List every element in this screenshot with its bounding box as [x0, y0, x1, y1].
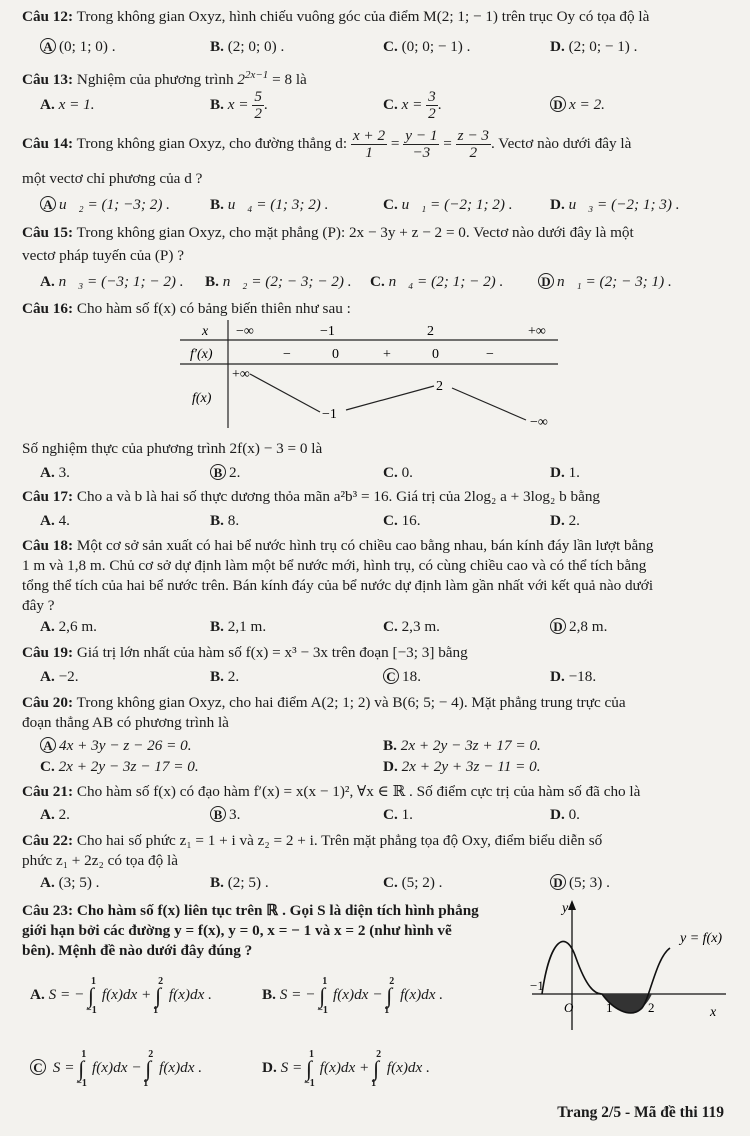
- q16-option-c[interactable]: [383, 464, 413, 482]
- q22-option-d-text: (5; 3) .: [569, 874, 610, 891]
- q12-label: Câu 12:: [22, 8, 74, 25]
- q23-option-a[interactable]: [30, 975, 212, 1016]
- q22-letter-c: C.: [383, 874, 398, 891]
- q21-option-d-text: 0.: [568, 806, 580, 823]
- q23-a-int1-sign: ∫: [88, 982, 95, 1008]
- q15-option-a-text: n⃗₃ = (−3; 1; − 2) .: [58, 273, 184, 290]
- q20-option-a[interactable]: [40, 737, 192, 755]
- q13-b-post: .: [263, 96, 268, 113]
- q21-option-b[interactable]: [210, 806, 240, 824]
- q17-option-a[interactable]: [40, 512, 70, 530]
- q17-option-a-text: 4.: [58, 512, 70, 529]
- q22-letter-a: A.: [40, 874, 55, 891]
- q23-letter-d: D.: [262, 1059, 277, 1076]
- graph-x-label: x: [710, 1005, 717, 1020]
- q16-letter-b: B: [210, 464, 226, 480]
- q14-label: Câu 14:: [22, 135, 74, 152]
- q14-option-d-text: u⃗₃ = (−2; 1; 3) .: [568, 196, 680, 213]
- q13-option-b[interactable]: [210, 86, 268, 124]
- q18-letter-b: B.: [210, 618, 224, 635]
- q23-b-int2-upper: 2: [389, 975, 395, 987]
- q20-option-c[interactable]: [40, 758, 199, 776]
- q23-d-int2-upper: 2: [376, 1048, 382, 1060]
- q13-c-den: 2: [428, 105, 436, 123]
- graph-curve-label: y = f(x): [680, 931, 723, 946]
- q23-c-part-2: f(x)dx −: [92, 1059, 142, 1076]
- q20-stem-a: Trong không gian Oxyz, cho hai điểm A(2; 1; 2) và B(6; 5; − 4). Mặt phẳng trung trực của: [76, 694, 626, 711]
- q18-text-1: Một cơ sở sản xuất có hai bể nước hình trụ có chiều cao bằng nhau, bán kính đáy lần lượt bằng: [76, 537, 654, 554]
- q22-letter-d: D: [550, 874, 566, 890]
- q23-a-part-2: f(x)dx +: [101, 986, 152, 1003]
- q17-letter-a: A.: [40, 512, 55, 529]
- table-sign-zero-2: 0: [432, 347, 439, 362]
- q16-option-d[interactable]: [550, 464, 580, 482]
- table-f-label: f(x): [192, 391, 212, 406]
- q19-option-d-text: −18.: [568, 668, 597, 685]
- q21-letter-d: D.: [550, 806, 565, 823]
- q19-letter-c: C: [383, 668, 399, 684]
- q12-option-d[interactable]: [550, 38, 637, 56]
- q14-letter-d: D.: [550, 196, 565, 213]
- q13-b-den: 2: [254, 105, 262, 123]
- q23-line-2: giới hạn bởi các đường y = f(x), y = 0, x = − 1 và x = 2 (như hình vẽ: [22, 922, 452, 939]
- q19-option-a-text: −2.: [58, 668, 79, 685]
- q23-c-int1-sign: ∫: [78, 1055, 85, 1081]
- q23-b-int2-lower: 1: [384, 1004, 390, 1016]
- q13-option-c-pre: x =: [401, 96, 423, 113]
- q13-stem-a: Nghiệm của phương trình: [76, 71, 234, 89]
- q14-option-b-text: u⃗₄ = (1; 3; 2) .: [227, 196, 329, 213]
- q12-option-b-text: (2; 0; 0) .: [227, 38, 285, 55]
- table-f-end: −∞: [530, 415, 548, 430]
- q15-option-c-text: n⃗₄ = (2; 1; − 2) .: [388, 273, 504, 290]
- table-fp-label: f′(x): [190, 347, 213, 362]
- q16-letter-d: D.: [550, 464, 565, 481]
- q23-b-int1-lower: −1: [317, 1004, 328, 1016]
- q14-stem-c: một vectơ chỉ phương của d ?: [22, 170, 203, 187]
- q19-option-b-text: 2.: [227, 668, 240, 685]
- q15-letter-c: C.: [370, 273, 385, 290]
- q17-letter-b: B.: [210, 512, 224, 529]
- q19-option-c-text: 18.: [402, 668, 421, 685]
- q20-option-c-text: 2x + 2y − 3z − 17 = 0.: [58, 758, 199, 775]
- q23-letter-a: A.: [30, 986, 45, 1003]
- q12-option-a-text: (0; 1; 0) .: [59, 38, 116, 55]
- q23-d-int2-sign: ∫: [373, 1055, 380, 1081]
- q16-letter-c: C.: [383, 464, 398, 481]
- q19-option-c[interactable]: [383, 668, 421, 686]
- q23-option-b[interactable]: [262, 975, 443, 1016]
- table-sign-zero-1: 0: [332, 347, 339, 362]
- q18-letter-a: A.: [40, 618, 55, 635]
- q17-label: Câu 17:: [22, 488, 74, 505]
- q16-stem: Cho hàm số f(x) có bảng biến thiên như sau :: [76, 300, 351, 317]
- q14-option-d[interactable]: [550, 196, 680, 214]
- q17-option-c-text: 16.: [401, 512, 421, 529]
- q20-option-d[interactable]: [383, 758, 541, 776]
- q23-a-part-4: f(x)dx .: [168, 986, 212, 1003]
- q22-option-c[interactable]: [383, 874, 442, 892]
- q18-option-b-text: 2,1 m.: [227, 618, 267, 635]
- q12-option-a[interactable]: [40, 38, 116, 56]
- q23-c-int1-lower: −1: [76, 1077, 87, 1089]
- table-arrow-down-2: [452, 388, 526, 420]
- q23-a-int2-sign: ∫: [155, 982, 162, 1008]
- q12-option-b[interactable]: [210, 38, 284, 56]
- q15-option-d[interactable]: [538, 273, 672, 291]
- q23-d-int2-lower: 1: [371, 1077, 377, 1089]
- q13-b-num: 5: [254, 88, 262, 106]
- q23-line-1: [22, 902, 479, 920]
- q18-label: Câu 18:: [22, 537, 74, 554]
- q23-d-int1-lower: −1: [304, 1077, 315, 1089]
- q13-c-num: 3: [428, 88, 436, 106]
- q23-d-int1-upper: 1: [309, 1048, 314, 1060]
- q22-letter-b: B.: [210, 874, 224, 891]
- q12-letter-c: C.: [383, 38, 398, 55]
- q21-option-c[interactable]: [383, 806, 413, 824]
- table-f-max: 2: [436, 379, 443, 394]
- q22-label: Câu 22:: [22, 832, 74, 849]
- q23-letter-c: C: [30, 1059, 46, 1075]
- q18-option-c[interactable]: [383, 618, 440, 636]
- q13-exponent: 2x−1: [244, 69, 269, 81]
- q13-option-a[interactable]: [40, 96, 95, 114]
- q23-c-int2-upper: 2: [148, 1048, 154, 1060]
- q14-letter-b: B.: [210, 196, 224, 213]
- graph-tick-2: 2: [648, 1000, 655, 1015]
- q19-stem: Giá trị lớn nhất của hàm số f(x) = x³ − 3x trên đoạn [−3; 3] bằng: [76, 644, 468, 661]
- q23-c-part-0: S =: [52, 1059, 75, 1076]
- q12-letter-a: A: [40, 38, 56, 54]
- q16-option-a[interactable]: [40, 464, 70, 482]
- q14-stem-a: Trong không gian Oxyz, cho đường thẳng d:: [76, 135, 348, 152]
- q18-line-3: tổng thể tích của hai bể nước trên. Bán kính đáy của bể nước dự định làm gần nhất với kết quả nào dưới: [22, 577, 654, 594]
- q23-option-d[interactable]: [262, 1048, 430, 1089]
- q15-option-b[interactable]: [205, 273, 352, 291]
- table-x-neginf: −∞: [236, 324, 254, 339]
- q23-b-int1-upper: 1: [322, 975, 328, 987]
- q15-option-b-text: n⃗₂ = (2; − 3; − 2) .: [222, 273, 352, 290]
- q12-stem-line: [22, 8, 649, 26]
- q21-letter-c: C.: [383, 806, 398, 823]
- q21-label: Câu 21:: [22, 783, 74, 800]
- graph-y-label: y: [562, 901, 569, 916]
- q17-option-b-text: 8.: [227, 512, 240, 529]
- q23-b-int2-sign: ∫: [386, 982, 393, 1008]
- q15-option-a[interactable]: [40, 273, 184, 291]
- q19-option-d[interactable]: [550, 668, 596, 686]
- q20-label: Câu 20:: [22, 694, 74, 711]
- q23-c-int1-upper: 1: [81, 1048, 87, 1060]
- q23-a-int2-lower: 1: [153, 1004, 159, 1016]
- q23-b-int1-sign: ∫: [319, 982, 326, 1008]
- q13-option-d[interactable]: [550, 96, 605, 114]
- table-f-min: −1: [322, 407, 337, 422]
- q13-stem-b: = 8 là: [272, 71, 307, 89]
- q15-stem-a: Trong không gian Oxyz, cho mặt phẳng (P): 2x − 3y + z − 2 = 0. Vectơ nào dưới đây là một: [76, 224, 634, 241]
- table-x-posinf: +∞: [528, 324, 546, 339]
- q17-option-b[interactable]: [210, 512, 239, 530]
- q23-a-int1-upper: 1: [91, 975, 97, 987]
- q21-option-a-text: 2.: [58, 806, 70, 823]
- q23-a-int2-upper: 2: [158, 975, 164, 987]
- q16-letter-a: A.: [40, 464, 55, 481]
- q20-letter-b: B.: [383, 737, 397, 754]
- q17-letter-c: C.: [383, 512, 398, 529]
- q12-stem: Trong không gian Oxyz, hình chiếu vuông góc của điểm M(2; 1; − 1) trên trục Oy có tọa độ là: [76, 8, 650, 25]
- q13-letter-a: A.: [40, 96, 55, 113]
- q17-option-c[interactable]: [383, 512, 421, 530]
- q18-option-a[interactable]: [40, 618, 97, 636]
- q18-option-d[interactable]: [550, 618, 607, 636]
- q18-line-2: 1 m và 1,8 m. Chủ cơ sở dự định làm một bể nước mới, hình trụ, có cùng chiều cao và có thể tích bằng: [22, 557, 647, 574]
- table-x-2: 2: [427, 324, 434, 339]
- q23-text-1: Cho hàm số f(x) liên tục trên ℝ . Gọi S là diện tích hình phẳng: [76, 902, 479, 919]
- page-footer: Trang 2/5 - Mã đề thi 119: [557, 1104, 724, 1121]
- q15-stem-b: vectơ pháp tuyến của (P) ?: [22, 247, 184, 264]
- q19-letter-d: D.: [550, 668, 565, 685]
- q23-b-part-2: f(x)dx −: [333, 986, 383, 1003]
- q14-option-c[interactable]: [383, 196, 513, 214]
- q19-stem-line: [22, 644, 468, 662]
- q23-c-int2-sign: ∫: [145, 1055, 152, 1081]
- q14-option-c-text: u⃗₁ = (−2; 1; 2) .: [401, 196, 513, 213]
- table-sign-1: −: [283, 347, 291, 362]
- q15-letter-b: B.: [205, 273, 219, 290]
- q14-letter-a: A: [40, 196, 56, 212]
- q19-label: Câu 19:: [22, 644, 74, 661]
- q21-stem-line: [22, 783, 640, 801]
- q17-letter-d: D.: [550, 512, 565, 529]
- q16-stem-line: [22, 300, 351, 318]
- q21-option-b-text: 3.: [229, 806, 241, 823]
- q14-option-a-text: u⃗₂ = (1; −3; 2) .: [59, 196, 170, 213]
- q20-option-b[interactable]: [383, 737, 541, 755]
- q17-option-d[interactable]: [550, 512, 580, 530]
- q14-option-a[interactable]: [40, 196, 170, 214]
- q12-option-d-text: (2; 0; − 1) .: [568, 38, 638, 55]
- q18-letter-d: D: [550, 618, 566, 634]
- q14-stem-b: . Vectơ nào dưới đây là: [490, 135, 632, 152]
- q23-d-part-4: f(x)dx .: [386, 1059, 430, 1076]
- q17-stem-line: [22, 488, 600, 506]
- graph-tick-1: 1: [606, 1000, 613, 1015]
- q16-question: Số nghiệm thực của phương trình 2f(x) − 3 = 0 là: [22, 440, 323, 457]
- q12-letter-d: D.: [550, 38, 565, 55]
- q20-option-b-text: 2x + 2y − 3z + 17 = 0.: [400, 737, 541, 754]
- table-sign-2: +: [383, 347, 391, 362]
- q15-option-c[interactable]: [370, 273, 503, 291]
- q22-option-b[interactable]: [210, 874, 269, 892]
- q13-option-b-pre: x =: [227, 96, 249, 113]
- q17-option-d-text: 2.: [568, 512, 580, 529]
- q15-label: Câu 15:: [22, 224, 74, 241]
- q23-d-part-2: f(x)dx +: [319, 1059, 370, 1076]
- q12-letter-b: B.: [210, 38, 224, 55]
- q12-option-c-text: (0; 0; − 1) .: [401, 38, 471, 55]
- q21-option-d[interactable]: [550, 806, 580, 824]
- q22-option-b-text: (2; 5) .: [227, 874, 269, 891]
- variation-table: [180, 318, 560, 430]
- q18-letter-c: C.: [383, 618, 398, 635]
- q16-option-b-text: 2.: [229, 464, 241, 481]
- q21-option-c-text: 1.: [401, 806, 413, 823]
- q14-f1-den: 1: [365, 144, 373, 162]
- table-x-neg1: −1: [320, 324, 335, 339]
- q19-option-a[interactable]: [40, 668, 79, 686]
- q19-option-b[interactable]: [210, 668, 239, 686]
- q20-stem-b: đoạn thẳng AB có phương trình là: [22, 714, 229, 731]
- table-arrow-up: [346, 386, 434, 410]
- q17-stem: Cho a và b là hai số thực dương thỏa mãn a²b³ = 16. Giá trị của 2log₂ a + 3log₂ b bằng: [76, 488, 601, 505]
- q14-f1-num: x + 2: [352, 127, 386, 145]
- q18-option-a-text: 2,6 m.: [58, 618, 97, 635]
- q22-option-c-text: (5; 2) .: [401, 874, 443, 891]
- q16-option-c-text: 0.: [401, 464, 413, 481]
- q14-option-b[interactable]: [210, 196, 328, 214]
- table-arrow-down-1: [250, 374, 320, 412]
- q23-c-part-4: f(x)dx .: [159, 1059, 203, 1076]
- q22-stem-b: phức z₁ + 2z₂ có tọa độ là: [22, 852, 179, 869]
- q12-option-c[interactable]: [383, 38, 470, 56]
- graph-origin: O: [564, 1000, 574, 1015]
- q13-option-c[interactable]: [383, 86, 442, 124]
- q22-option-a[interactable]: [40, 874, 99, 892]
- q16-option-b[interactable]: [210, 464, 240, 482]
- q23-b-part-4: f(x)dx .: [400, 986, 444, 1003]
- graph-tick-neg1: −1: [530, 978, 544, 993]
- q23-d-part-0: S =: [280, 1059, 303, 1076]
- q18-line-4: đây ?: [22, 597, 55, 614]
- q13-option-a-text: x = 1.: [58, 96, 95, 113]
- q13-c-post: .: [437, 96, 442, 113]
- table-x-label: x: [202, 324, 209, 339]
- q13-letter-d: D: [550, 96, 566, 112]
- q16-label: Câu 16:: [22, 300, 74, 317]
- q19-letter-a: A.: [40, 668, 55, 685]
- q23-label: Câu 23:: [22, 902, 74, 919]
- q16-option-d-text: 1.: [568, 464, 580, 481]
- q22-stem-line: [22, 832, 602, 850]
- q14-f3-num: z − 3: [457, 127, 489, 145]
- q21-stem: Cho hàm số f(x) có đạo hàm f′(x) = x(x − 1)², ∀x ∈ ℝ . Số điểm cực trị của hàm số đã cho là: [76, 783, 641, 800]
- q18-option-c-text: 2,3 m.: [401, 618, 440, 635]
- q15-option-d-text: n⃗₁ = (2; − 3; 1) .: [557, 273, 672, 290]
- q22-stem-a: Cho hai số phức z₁ = 1 + i và z₂ = 2 + i. Trên mặt phẳng tọa độ Oxy, điểm biểu diễn số: [76, 832, 603, 849]
- q20-option-a-text: 4x + 3y − z − 26 = 0.: [59, 737, 192, 754]
- q13-option-d-text: x = 2.: [569, 96, 605, 113]
- q18-option-b[interactable]: [210, 618, 266, 636]
- q23-graph: [530, 898, 730, 1038]
- q20-letter-c: C.: [40, 758, 55, 775]
- q14-f2-num: y − 1: [405, 127, 438, 145]
- q21-option-a[interactable]: [40, 806, 70, 824]
- q14-stem-line: Câu 14: Trong không gian Oxyz, cho đường thẳng d: $\frac{x + 2}{1}$ = $\frac{y - 1}{-3}$ = $\frac{z - 3}{2}$ . Vectơ nào dưới đây là: [22, 127, 632, 162]
- q20-letter-a: A: [40, 737, 56, 753]
- q23-b-part-0: S = −: [279, 986, 316, 1003]
- q14-letter-c: C.: [383, 196, 398, 213]
- q15-letter-d: D: [538, 273, 554, 289]
- q16-option-a-text: 3.: [58, 464, 70, 481]
- q23-option-c[interactable]: [30, 1048, 202, 1089]
- q13-base: 2: [237, 71, 245, 89]
- q23-letter-b: B.: [262, 986, 276, 1003]
- q15-stem-line: [22, 224, 634, 242]
- q22-option-d[interactable]: [550, 874, 610, 892]
- q13-letter-c: C.: [383, 96, 398, 113]
- q21-letter-a: A.: [40, 806, 55, 823]
- q22-option-a-text: (3; 5) .: [58, 874, 100, 891]
- q23-c-int2-lower: 1: [143, 1077, 149, 1089]
- q18-line-1: [22, 537, 654, 555]
- q13-label: Câu 13:: [22, 71, 74, 89]
- q23-a-part-0: S = −: [48, 986, 85, 1003]
- q20-option-d-text: 2x + 2y + 3z − 11 = 0.: [401, 758, 541, 775]
- table-f-start: +∞: [232, 367, 250, 382]
- q14-f2-den: −3: [412, 144, 431, 162]
- q20-letter-d: D.: [383, 758, 398, 775]
- q13-letter-b: B.: [210, 96, 224, 113]
- q18-option-d-text: 2,8 m.: [569, 618, 608, 635]
- q20-stem-line: [22, 694, 626, 712]
- graph-y-arrow: [568, 900, 576, 910]
- q21-letter-b: B: [210, 806, 226, 822]
- q23-line-3: bên). Mệnh đề nào dưới đây đúng ?: [22, 942, 253, 959]
- q19-letter-b: B.: [210, 668, 224, 685]
- q23-a-int1-lower: −1: [86, 1004, 97, 1016]
- q23-d-int1-sign: ∫: [306, 1055, 313, 1081]
- q14-f3-den: 2: [469, 144, 478, 162]
- table-sign-3: −: [486, 347, 494, 362]
- q15-letter-a: A.: [40, 273, 55, 290]
